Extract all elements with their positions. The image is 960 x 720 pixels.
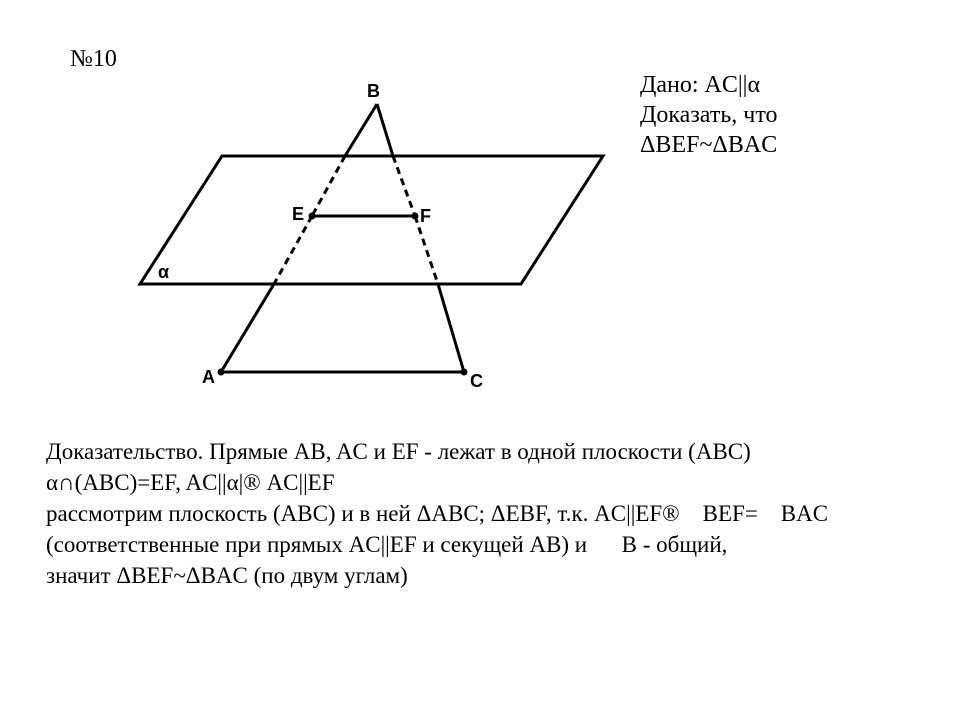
proof-block — [46, 436, 958, 591]
prove-prompt: Доказать, что — [640, 102, 778, 128]
plane-alpha — [140, 156, 603, 284]
label-f: F — [420, 206, 431, 226]
segment-c-lower — [438, 284, 464, 372]
label-e: E — [292, 204, 305, 224]
proof-line-2: α∩(ABC)=EF, AC||α|® AC||EF — [46, 470, 335, 495]
prove-statement: ΔBEF~ΔBAC — [640, 132, 778, 158]
hidden-segment-left-lower — [274, 216, 312, 284]
label-c: C — [470, 371, 483, 391]
point-f — [412, 213, 419, 220]
hidden-segment-left-upper — [312, 156, 345, 216]
proof-line-4: (соответственные при прямых AC||EF и секущей AB) и B - общий, — [46, 532, 728, 557]
proof-line-3: рассмотрим плоскость (ABC) и в ней ΔABC; ΔEBF, т.к. AC||EF® BEF= BAC — [46, 501, 829, 526]
point-c — [461, 369, 468, 376]
proof-line-5: значит ΔBEF~ΔBAC (по двум углам) — [46, 563, 408, 588]
point-a — [218, 369, 225, 376]
hidden-segment-right-upper — [393, 156, 415, 216]
label-a: A — [202, 367, 215, 387]
hidden-segment-right-lower — [415, 216, 438, 284]
given-condition: Дано: AC||α — [640, 72, 761, 98]
label-alpha: α — [158, 262, 170, 282]
problem-number: №10 — [70, 46, 117, 72]
point-e — [309, 213, 316, 220]
segment-b-upper-right — [377, 104, 393, 156]
segment-a-lower — [221, 284, 274, 372]
proof-line-1: Доказательство. Прямые AB, AC и EF - лежат в одной плоскости (ABC) — [46, 439, 751, 464]
segment-b-upper-left — [345, 104, 377, 156]
label-b: B — [367, 81, 380, 101]
